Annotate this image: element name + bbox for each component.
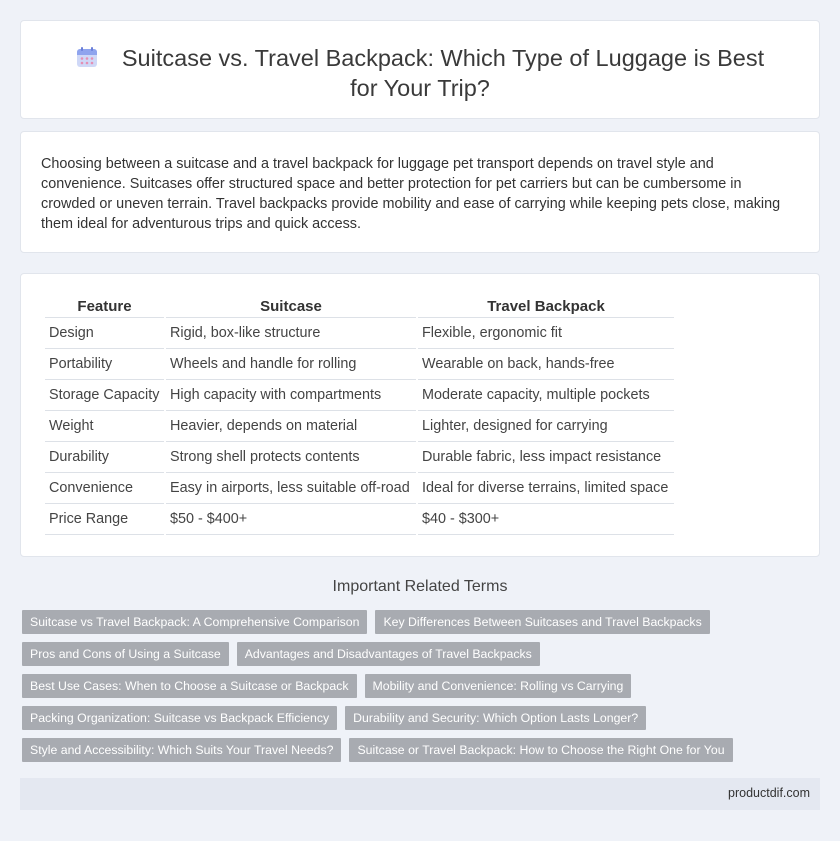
feature-cell: Storage Capacity [45, 380, 164, 411]
backpack-cell: Ideal for diverse terrains, limited space [418, 473, 674, 504]
table-header-row [45, 296, 674, 318]
related-term-link[interactable]: Best Use Cases: When to Choose a Suitcase or Backpack [22, 674, 357, 698]
suitcase-cell: High capacity with compartments [166, 380, 416, 411]
header-backpack: Travel Backpack [418, 296, 674, 318]
table-row [45, 380, 674, 411]
related-term-link[interactable]: Advantages and Disadvantages of Travel Backpacks [237, 642, 540, 666]
table-row [45, 442, 674, 473]
suitcase-cell: Heavier, depends on material [166, 411, 416, 442]
comparison-table [43, 296, 676, 535]
related-term-link[interactable]: Suitcase or Travel Backpack: How to Choose the Right One for You [349, 738, 732, 762]
tag-row [22, 706, 822, 730]
related-terms-heading: Important Related Terms [332, 578, 508, 595]
related-term-link[interactable]: Durability and Security: Which Option Lasts Longer? [345, 706, 646, 730]
backpack-cell: Lighter, designed for carrying [418, 411, 674, 442]
intro-paragraph: Choosing between a suitcase and a travel backpack for luggage pet transport depends on travel style and convenience. Suitcases offer structured space and better protection for pet carriers but can be cumbersome in crowded or uneven terrain. Travel backpacks provide mobility and ease of carrying while keeping pets close, making them ideal for adventurous trips and quick access. [41, 156, 781, 232]
suitcase-cell: Easy in airports, less suitable off-road [166, 473, 416, 504]
suitcase-cell: Rigid, box-like structure [166, 318, 416, 349]
footer-site-link[interactable]: productdif.com [728, 786, 810, 800]
backpack-cell: Durable fabric, less impact resistance [418, 442, 674, 473]
tag-row [22, 642, 822, 666]
feature-cell: Weight [45, 411, 164, 442]
backpack-cell: Wearable on back, hands-free [418, 349, 674, 380]
table-row [45, 411, 674, 442]
related-term-link[interactable]: Packing Organization: Suitcase vs Backpack Efficiency [22, 706, 337, 730]
feature-cell: Portability [45, 349, 164, 380]
tag-row [22, 610, 822, 634]
related-term-link[interactable]: Mobility and Convenience: Rolling vs Carrying [365, 674, 632, 698]
table-row [45, 318, 674, 349]
header-suitcase: Suitcase [166, 296, 416, 318]
backpack-cell: Moderate capacity, multiple pockets [418, 380, 674, 411]
comparison-card [20, 273, 820, 557]
related-term-link[interactable]: Pros and Cons of Using a Suitcase [22, 642, 229, 666]
related-term-link[interactable]: Key Differences Between Suitcases and Travel Backpacks [375, 610, 709, 634]
feature-cell: Design [45, 318, 164, 349]
feature-cell: Price Range [45, 504, 164, 535]
suitcase-cell: $50 - $400+ [166, 504, 416, 535]
backpack-cell: $40 - $300+ [418, 504, 674, 535]
header-card [20, 20, 820, 119]
table-row [45, 349, 674, 380]
tag-row [22, 674, 822, 698]
feature-cell: Convenience [45, 473, 164, 504]
calendar-icon [76, 46, 98, 68]
table-row [45, 473, 674, 504]
header-feature: Feature [45, 296, 164, 318]
tag-row [22, 738, 822, 762]
related-terms-list [22, 610, 822, 770]
table-row [45, 504, 674, 535]
page-title-wrap [21, 43, 819, 103]
page-title: Suitcase vs. Travel Backpack: Which Type of Luggage is Best for Your Trip? [121, 45, 765, 101]
feature-cell: Durability [45, 442, 164, 473]
backpack-cell: Flexible, ergonomic fit [418, 318, 674, 349]
intro-card [20, 131, 820, 253]
footer-bar [20, 778, 820, 810]
related-term-link[interactable]: Suitcase vs Travel Backpack: A Comprehensive Comparison [22, 610, 367, 634]
suitcase-cell: Wheels and handle for rolling [166, 349, 416, 380]
related-term-link[interactable]: Style and Accessibility: Which Suits Your Travel Needs? [22, 738, 341, 762]
suitcase-cell: Strong shell protects contents [166, 442, 416, 473]
